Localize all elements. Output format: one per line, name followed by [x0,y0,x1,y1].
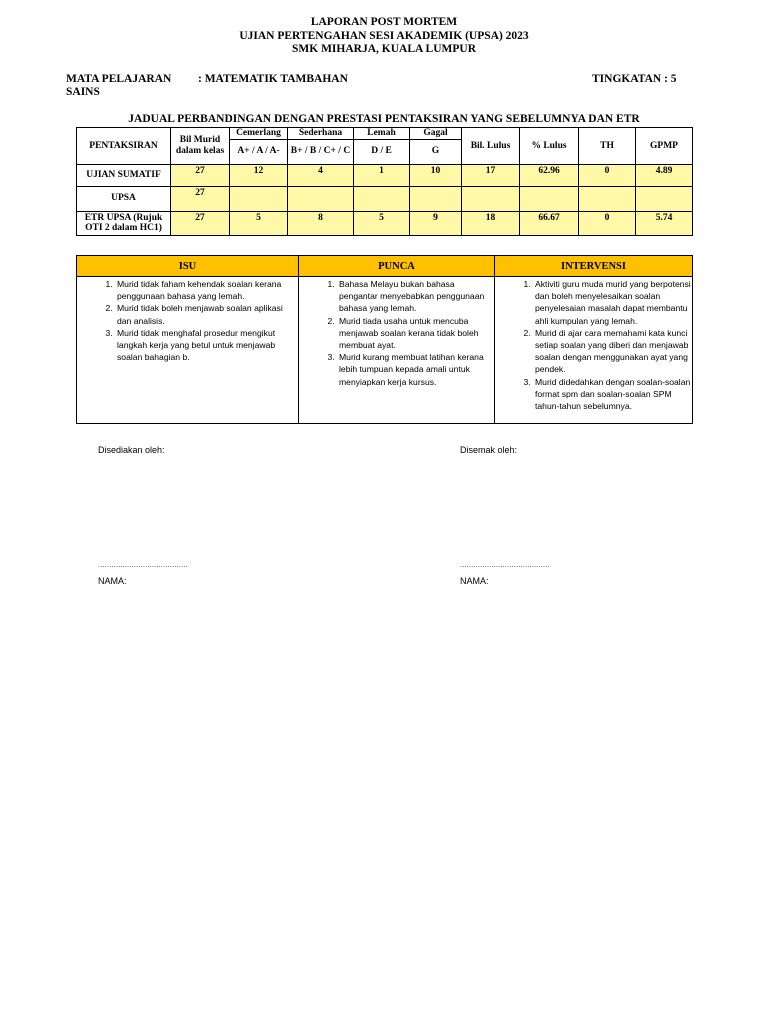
list-item: 3. Murid didedahkan dengan soalan-soalan format spm dan soalan-soalan SPM tahun-tahun sebelumnya. [533,376,692,413]
header-th: TH [579,128,636,165]
isu-list [77,278,298,363]
checked-name-label: NAMA: [460,576,489,586]
cell-gagal: 9 [410,211,462,235]
checked-by-label: Disemak oleh: [460,445,518,455]
cell-pct-lulus [520,186,579,211]
cell-gpmp: 4.89 [636,164,693,186]
report-header [0,16,768,57]
performance-table [76,127,693,236]
analysis-table [76,255,693,424]
list-item: 2. Murid tiada usaha untuk mencuba menjawab soalan kerana tidak boleh membuat ayat. [337,315,494,352]
row-name: UPSA [77,186,171,211]
header-bil-murid: Bil Murid dalam kelas [171,128,230,165]
checked-signature-line: ........................................ [460,562,550,569]
punca-cell [299,277,495,424]
header-sederhana: Sederhana [288,128,354,140]
intervensi-cell [495,277,693,424]
punca-header: PUNCA [299,256,495,277]
cell-sederhana: 4 [288,164,354,186]
cell-pct-lulus: 62.96 [520,164,579,186]
header-bil-lulus: Bil. Lulus [462,128,520,165]
exam-title: UJIAN PERTENGAHAN SESI AKADEMIK (UPSA) 2023 [239,29,529,42]
header-gagal-grades: G [410,139,462,164]
subject-value: : MATEMATIK TAMBAHAN [198,73,348,85]
intervensi-header: INTERVENSI [495,256,693,277]
comparison-table-title: JADUAL PERBANDINGAN DENGAN PRESTASI PENTAKSIRAN YANG SEBELUMNYA DAN ETR [128,113,640,125]
cell-lemah: 5 [354,211,410,235]
intervensi-list [495,278,692,412]
prepared-by-label: Disediakan oleh: [98,445,165,455]
cell-th: 0 [579,164,636,186]
subject-label-line1: MATA PELAJARAN [66,73,172,85]
row-name: UJIAN SUMATIF [77,164,171,186]
isu-header: ISU [77,256,299,277]
cell-th: 0 [579,211,636,235]
isu-cell [77,277,299,424]
header-pct-lulus: % Lulus [520,128,579,165]
header-pentaksiran: PENTAKSIRAN [77,128,171,165]
list-item: 1. Aktiviti guru muda murid yang berpotensi dan boleh menyelesaikan soalan penyelesaian masalah dapat membantu ahli kumpulan yang lemah. [533,278,692,327]
header-gagal: Gagal [410,128,462,140]
header-cemerlang-grades: A+ / A / A- [230,139,288,164]
cell-bil-lulus [462,186,520,211]
list-item: 1. Murid tidak faham kehendak soalan kerana penggunaan bahasa yang lemah. [115,278,298,302]
table-row [77,164,693,186]
list-item: 3. Murid kurang membuat latihan kerana lebih tumpuan kepada amali untuk menyiapkan kerja kursus. [337,351,494,388]
cell-cemerlang: 12 [230,164,288,186]
cell-gagal: 10 [410,164,462,186]
prepared-name-label: NAMA: [98,576,127,586]
list-item: 2. Murid di ajar cara memahami kata kunci setiap soalan yang diberi dan menjawab soalan dengan menggunakan ayat yang pendek. [533,327,692,376]
cell-th [579,186,636,211]
header-sederhana-grades: B+ / B / C+ / C [288,139,354,164]
cell-cemerlang [230,186,288,211]
subject-label [66,73,171,99]
cell-sederhana [288,186,354,211]
row-name: ETR UPSA (Rujuk OTI 2 dalam HC1) [77,211,171,235]
header-cemerlang: Cemerlang [230,128,288,140]
cell-bil-murid: 27 [171,186,230,211]
prepared-signature-line: ........................................ [98,562,188,569]
header-lemah-grades: D / E [354,139,410,164]
form-level: TINGKATAN : 5 [592,73,677,85]
cell-bil-lulus: 18 [462,211,520,235]
school-name: SMK MIHARJA, KUALA LUMPUR [292,43,476,55]
list-item: 2. Murid tidak boleh menjawab soalan aplikasi dan analisis. [115,302,298,326]
cell-pct-lulus: 66.67 [520,211,579,235]
cell-bil-lulus: 17 [462,164,520,186]
table-row [77,211,693,235]
cell-cemerlang: 5 [230,211,288,235]
table-row [77,186,693,211]
cell-gpmp: 5.74 [636,211,693,235]
list-item: 1. Bahasa Melayu bukan bahasa pengantar menyebabkan penggunaan bahasa yang lemah. [337,278,494,315]
header-lemah: Lemah [354,128,410,140]
cell-bil-murid: 27 [171,164,230,186]
cell-lemah: 1 [354,164,410,186]
list-item: 3. Murid tidak menghafal prosedur mengikut langkah kerja yang betul untuk menjawab soalan bahagian b. [115,327,298,364]
cell-sederhana: 8 [288,211,354,235]
cell-gagal [410,186,462,211]
cell-gpmp [636,186,693,211]
subject-label-line2: SAINS [66,86,100,98]
header-gpmp: GPMP [636,128,693,165]
report-title: LAPORAN POST MORTEM [310,16,458,28]
cell-lemah [354,186,410,211]
cell-bil-murid: 27 [171,211,230,235]
punca-list [299,278,494,388]
